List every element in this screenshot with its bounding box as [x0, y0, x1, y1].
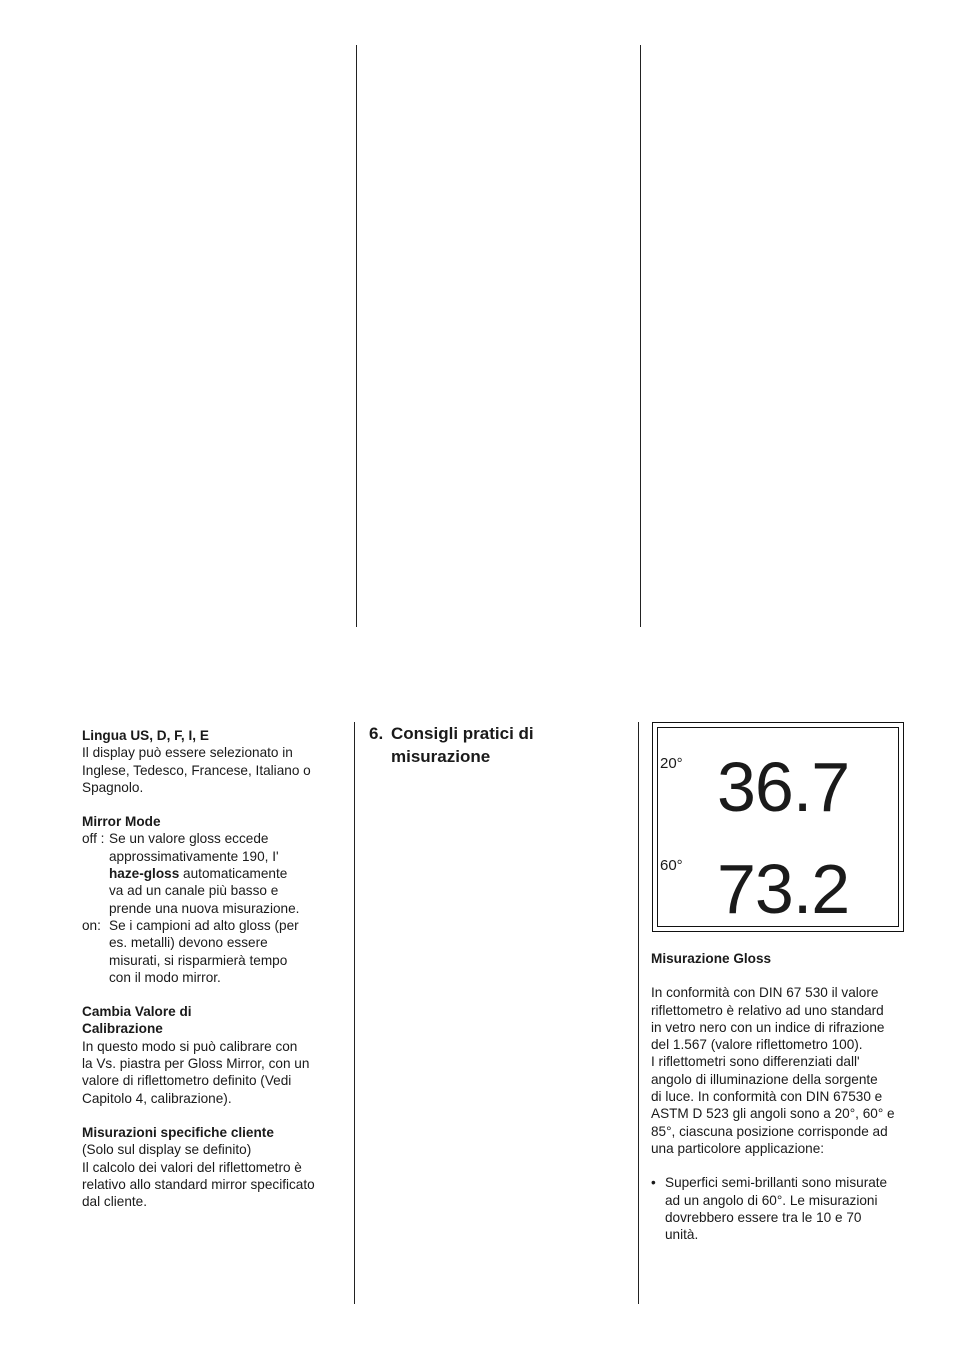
mirror-on-line: Se i campioni ad alto gloss (per	[109, 917, 299, 933]
mirror-on-line: es. metalli) devono essere	[109, 935, 268, 951]
mirror-on-label: on:	[82, 917, 101, 933]
calibrazione-line: Capitolo 4, calibrazione).	[82, 1090, 232, 1106]
angle-label-60: 60°	[660, 857, 683, 874]
reading-20: 36.7	[717, 748, 850, 826]
reading-60: 73.2	[717, 850, 850, 928]
divider-top-right	[640, 45, 641, 627]
section-title-line: misurazione	[391, 747, 491, 766]
gloss-text-line: del 1.567 (valore riflettometro 100).	[651, 1037, 863, 1053]
section-title-line: Consigli pratici di	[391, 724, 534, 743]
gloss-text-line: in vetro nero con un indice di rifrazione	[651, 1019, 885, 1035]
bullet-line: dovrebbero essere tra le 10 e 70	[665, 1209, 862, 1225]
specifiche-line: (Solo sul display se definito)	[82, 1142, 252, 1158]
specifiche-line: relativo allo standard mirror specificato	[82, 1176, 315, 1192]
mirror-off-line: va ad un canale più basso e	[109, 883, 279, 899]
mirror-off-continuation: automaticamente	[179, 866, 288, 882]
calibrazione-heading: Cambia Valore di	[82, 1004, 192, 1020]
gloss-text-line: 85°, ciascuna posizione corrisponde ad	[651, 1123, 888, 1139]
lingua-line: Spagnolo.	[82, 779, 144, 795]
gloss-display-screen	[657, 727, 899, 927]
bullet-symbol: •	[651, 1175, 656, 1191]
mirror-off-line: approssimativamente 190, I'	[109, 848, 279, 864]
specifiche-line: dal cliente.	[82, 1194, 147, 1210]
gloss-text-line: ASTM D 523 gli angoli sono a 20°, 60° e	[651, 1106, 895, 1122]
specifiche-heading: Misurazioni specifiche cliente	[82, 1124, 274, 1140]
mirror-off-item	[82, 830, 344, 916]
section-heading	[369, 722, 534, 768]
calibrazione-heading: Calibrazione	[82, 1021, 163, 1037]
mirror-off-line: prende una nuova misurazione.	[109, 900, 300, 916]
mirror-on-item	[82, 917, 344, 986]
lingua-line: Inglese, Tedesco, Francese, Italiano o	[82, 762, 311, 778]
gloss-display	[652, 722, 904, 932]
calibrazione-line: In questo modo si può calibrare con	[82, 1038, 298, 1054]
left-column	[82, 727, 344, 1210]
gloss-text-line: di luce. In conformità con DIN 67530 e	[651, 1089, 883, 1105]
mirror-on-line: misurati, si risparmierà tempo	[109, 952, 288, 968]
mirror-off-label: off :	[82, 831, 105, 847]
divider-top-left	[356, 45, 357, 627]
mirror-mode-heading: Mirror Mode	[82, 814, 161, 830]
gloss-text-line: I riflettometri sono differenziati dall'	[651, 1054, 860, 1070]
mirror-off-line: Se un valore gloss eccede	[109, 831, 269, 847]
haze-gloss-term: haze-gloss	[109, 866, 180, 882]
bullet-line: Superfici semi-brillanti sono misurate	[665, 1175, 888, 1191]
angle-label-20: 20°	[660, 755, 683, 772]
divider-bottom-right	[638, 722, 639, 1304]
mirror-on-line: con il modo mirror.	[109, 969, 221, 985]
gloss-text-line: angolo di illuminazione della sorgente	[651, 1071, 878, 1087]
bullet-item	[651, 1174, 916, 1243]
right-column	[651, 950, 916, 1243]
gloss-text-line: riflettometro è relativo ad uno standard	[651, 1002, 884, 1018]
mirror-off-line	[109, 865, 344, 882]
gloss-text-line: In conformità con DIN 67 530 il valore	[651, 985, 879, 1001]
bullet-line: unità.	[665, 1227, 699, 1243]
bullet-line: ad un angolo di 60°. Le misurazioni	[665, 1192, 878, 1208]
lingua-heading: Lingua US, D, F, I, E	[82, 728, 209, 743]
calibrazione-line: la Vs. piastra per Gloss Mirror, con un	[82, 1056, 310, 1072]
calibrazione-line: valore di riflettometro definito (Vedi	[82, 1073, 292, 1089]
gloss-text-line: una particolore applicazione:	[651, 1140, 825, 1156]
specifiche-line: Il calcolo dei valori del riflettometro è	[82, 1159, 302, 1175]
lingua-line: Il display può essere selezionato in	[82, 745, 293, 761]
section-number: 6.	[369, 724, 384, 743]
misurazione-gloss-heading: Misurazione Gloss	[651, 951, 772, 966]
divider-bottom-left	[354, 722, 355, 1304]
